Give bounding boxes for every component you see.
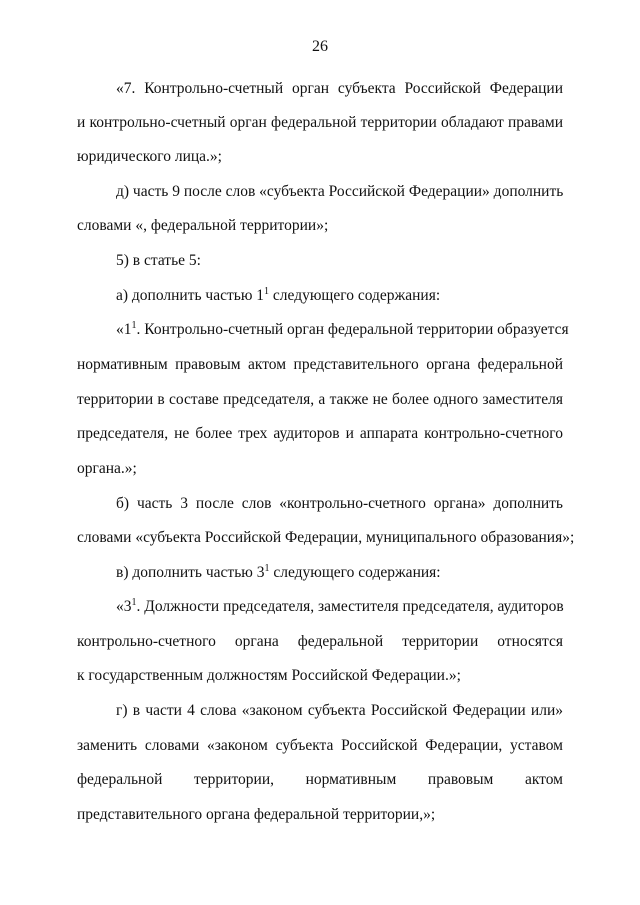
text-line: территории в составе председателя, а также не более одного заместителя xyxy=(77,391,563,408)
text-line: а) дополнить частью $1^1$ следующего содержания: xyxy=(116,285,441,304)
text-line: и контрольно-счетный орган федеральной территории обладают правами xyxy=(77,114,563,131)
text-line: нормативным правовым актом представительного органа федеральной xyxy=(77,356,563,373)
text-line: г) в части 4 слова «законом субъекта Российской Федерации или» xyxy=(116,702,563,719)
text-line: федеральной территории, нормативным правовым актом xyxy=(77,771,563,788)
text-line: контрольно-счетного органа федеральной территории относятся xyxy=(77,633,563,650)
text-line: к государственным должностям Российской Федерации.»; xyxy=(77,667,461,684)
superscript: 1 xyxy=(264,562,270,574)
text-line: словами «, федеральной территории»; xyxy=(77,217,329,234)
text-line: в) дополнить частью $3^1$ следующего содержания: xyxy=(116,562,441,581)
text-line: юридического лица.»; xyxy=(77,148,222,165)
superscript: 1 xyxy=(131,319,137,331)
superscript: 1 xyxy=(264,285,270,297)
text-line: представительного органа федеральной территории,»; xyxy=(77,806,436,823)
text-line: органа.»; xyxy=(77,460,137,477)
text-line: б) часть 3 после слов «контрольно-счетного органа» дополнить xyxy=(116,495,563,512)
text-line: заменить словами «законом субъекта Российской Федерации, уставом xyxy=(77,737,563,754)
page-number: 26 xyxy=(312,38,328,55)
text-line: «7. Контрольно-счетный орган субъекта Российской Федерации xyxy=(116,80,563,97)
text-line: председателя, не более трех аудиторов и аппарата контрольно-счетного xyxy=(77,425,563,442)
text-line: 5) в статье 5: xyxy=(116,252,201,269)
text-line: д) часть 9 после слов «субъекта Российской Федерации» дополнить xyxy=(116,183,564,200)
superscript: 1 xyxy=(131,596,137,608)
text-line: «$3^1$. Должности председателя, заместителя председателя, аудиторов xyxy=(116,596,564,615)
text-line: «$1^1$. Контрольно-счетный орган федеральной территории образуется xyxy=(116,319,569,338)
text-line: словами «субъекта Российской Федерации, муниципального образования»; xyxy=(77,529,575,546)
